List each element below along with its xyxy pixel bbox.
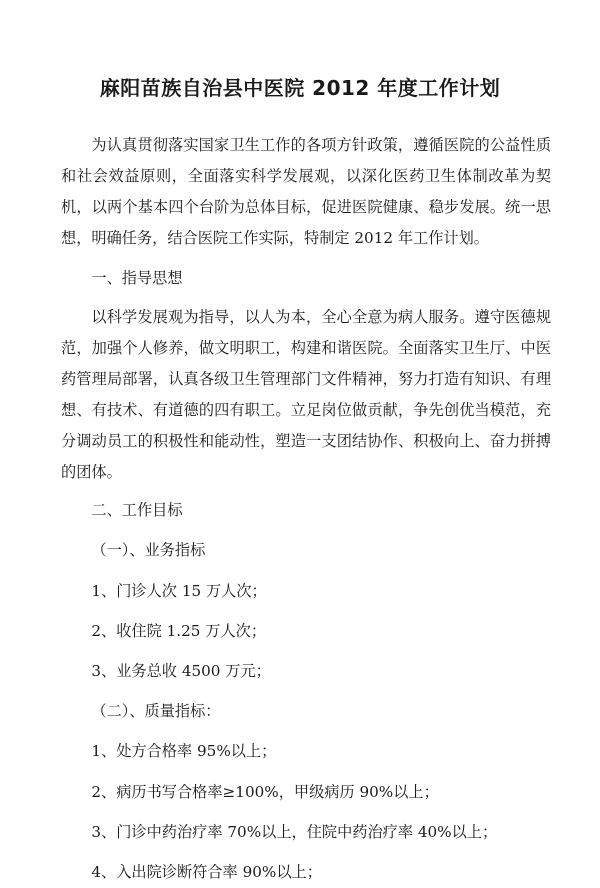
list-item: 3、门诊中药治疗率 70%以上，住院中药治疗率 40%以上； xyxy=(91,822,498,841)
subsection-heading-quality-indicators: （二）、质量指标： xyxy=(91,702,221,721)
list-item: 1、处方合格率 95%以上； xyxy=(91,742,277,761)
section-heading-work-goals: 二、工作目标 xyxy=(91,501,183,520)
intro-paragraph: 为认真贯彻落实国家卫生工作的各项方针政策，遵循医院的公益性质和社会效益原则，全面落实科学发展观，以深化医药卫生体制改革为契机，以两个基本四个台阶为总体目标，促进医院健康、稳步发展。统一思想，明确任务，结合医院工作实际，特制定 2012 年工作计划。 xyxy=(61,136,551,247)
guiding-thought-paragraph: 以科学发展观为指导，以人为本，全心全意为病人服务。遵守医德规范，加强个人修养，做文明职工，构建和谐医院。全面落实卫生厅、中医药管理局部署，认真各级卫生管理部门文件精神，努力打造有知识、有理想、有技术、有道德的四有职工。立足岗位做贡献，争先创优当模范，充分调动员工的积极性和能动性，塑造一支团结协作、积极向上、奋力拼搏的团体。 xyxy=(61,308,551,482)
list-item: 2、收住院 1.25 万人次； xyxy=(91,621,267,640)
section-heading-guiding-thought: 一、指导思想 xyxy=(91,269,183,287)
list-item: 4、入出院诊断符合率 90%以上； xyxy=(91,863,322,882)
subsection-heading-business-indicators: （一）、业务指标 xyxy=(91,541,206,560)
list-item: 3、业务总收 4500 万元； xyxy=(91,662,271,681)
list-item: 2、病历书写合格率≥100%，甲级病历 90%以上； xyxy=(91,782,439,801)
list-item: 1、门诊人次 15 万人次； xyxy=(91,581,267,600)
document-body xyxy=(61,130,551,888)
document-title: 麻阳苗族自治县中医院 2012 年度工作计划 xyxy=(99,76,501,100)
